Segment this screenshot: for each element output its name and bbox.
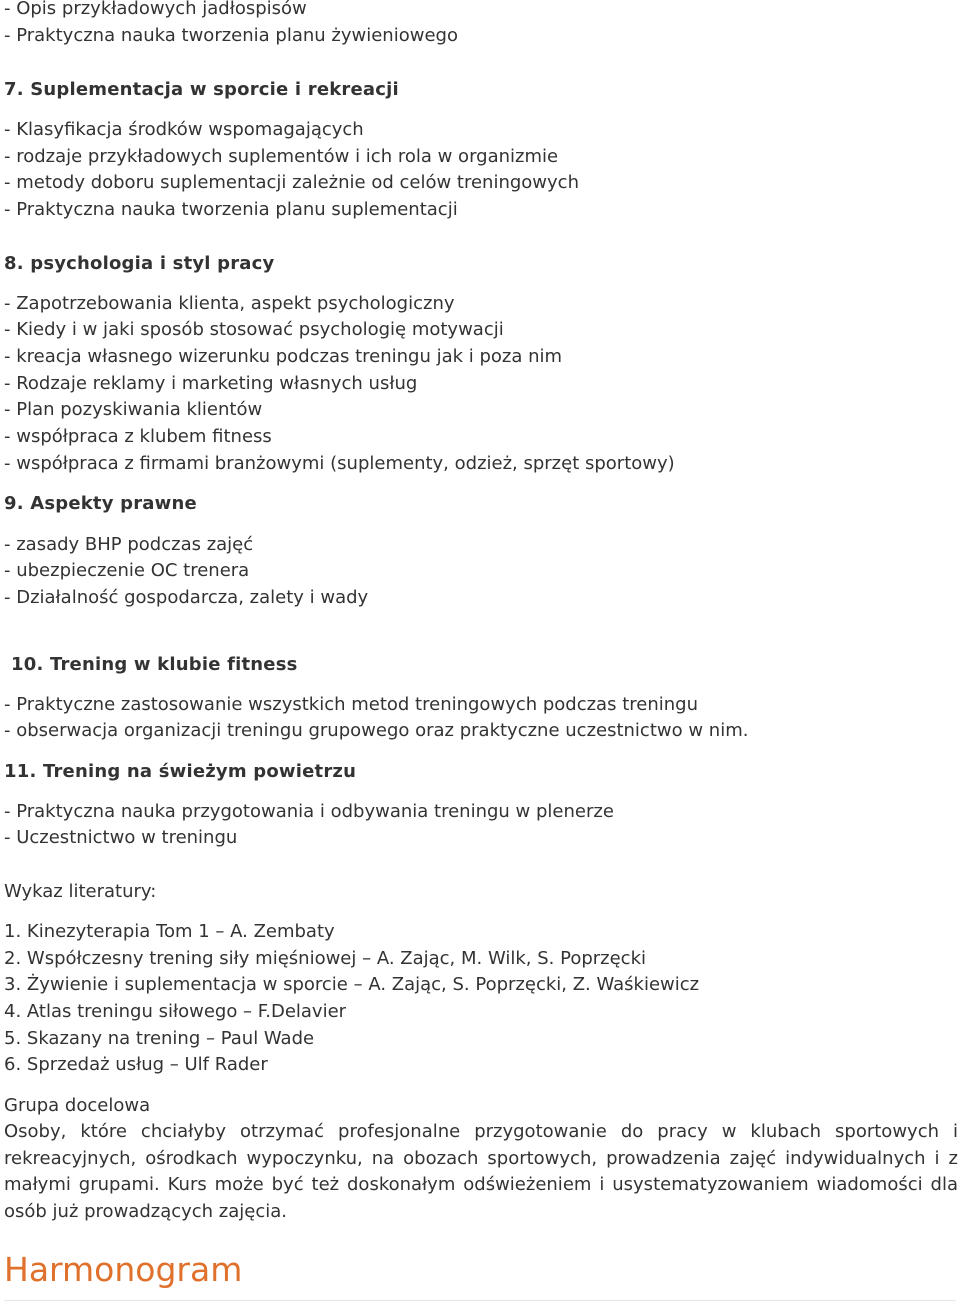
list-item: - współpraca z klubem fitness [4,426,272,447]
schedule-heading: Harmonogram [4,1250,243,1289]
list-item: - Praktyczne zastosowanie wszystkich metod treningowych podczas treningu [4,694,698,715]
list-item: - Praktyczna nauka tworzenia planu suplementacji [4,199,458,220]
list-item: - Plan pozyskiwania klientów [4,399,263,420]
intro-line: - Praktyczna nauka tworzenia planu żywieniowego [4,25,458,46]
target-group-text: Osoby, które chciałyby otrzymać profesjonalne przygotowanie do pracy w klubach sportowych i rekreacyjnych, ośrodkach wypoczynku, na obozach sportowych, prowadzenia zajęć indywidualnych i z małymi grupami. Kurs może być też doskonałym odświeżeniem i usystematyzowaniem wiadomości dla osób już prowadzących zajęcia. [4,1121,958,1223]
literature-item: 1. Kinezyterapia Tom 1 – A. Zembaty [4,921,335,942]
literature-label: Wykaz literatury: [4,881,157,902]
section-heading: 11. Trening na świeżym powietrzu [4,761,357,782]
literature-item: 6. Sprzedaż usług – Ulf Rader [4,1054,268,1075]
list-item: - Uczestnictwo w treningu [4,827,238,848]
literature-item: 5. Skazany na trening – Paul Wade [4,1028,315,1049]
list-item: - Kiedy i w jaki sposób stosować psychologię motywacji [4,319,504,340]
divider [4,1300,956,1301]
literature-item: 2. Współczesny trening siły mięśniowej – A. Zając, M. Wilk, S. Poprzęcki [4,948,647,969]
list-item: - kreacja własnego wizerunku podczas treningu jak i poza nim [4,346,563,367]
literature-item: 3. Żywienie i suplementacja w sporcie – A. Zając, S. Poprzęcki, Z. Waśkiewicz [4,974,700,995]
section-heading: 10. Trening w klubie fitness [11,654,298,675]
section-heading: 9. Aspekty prawne [4,493,197,514]
list-item: - współpraca z firmami branżowymi (suplementy, odzież, sprzęt sportowy) [4,453,675,474]
intro-line: - Opis przykładowych jadłospisów [4,0,307,19]
list-item: - Zapotrzebowania klienta, aspekt psychologiczny [4,293,455,314]
literature-item: 4. Atlas treningu siłowego – F.Delavier [4,1001,347,1022]
list-item: - Praktyczna nauka przygotowania i odbywania treningu w plenerze [4,801,614,822]
list-item: - Klasyfikacja środków wspomagających [4,119,364,140]
target-group-label: Grupa docelowa [4,1095,151,1116]
list-item: - Działalność gospodarcza, zalety i wady [4,587,369,608]
list-item: - metody doboru suplementacji zależnie od celów treningowych [4,172,579,193]
section-heading: 8. psychologia i styl pracy [4,253,275,274]
list-item: - zasady BHP podczas zajęć [4,534,254,555]
list-item: - obserwacja organizacji treningu grupowego oraz praktyczne uczestnictwo w nim. [4,720,749,741]
list-item: - Rodzaje reklamy i marketing własnych usług [4,373,418,394]
list-item: - ubezpieczenie OC trenera [4,560,250,581]
section-heading: 7. Suplementacja w sporcie i rekreacji [4,79,399,100]
list-item: - rodzaje przykładowych suplementów i ich rola w organizmie [4,146,559,167]
